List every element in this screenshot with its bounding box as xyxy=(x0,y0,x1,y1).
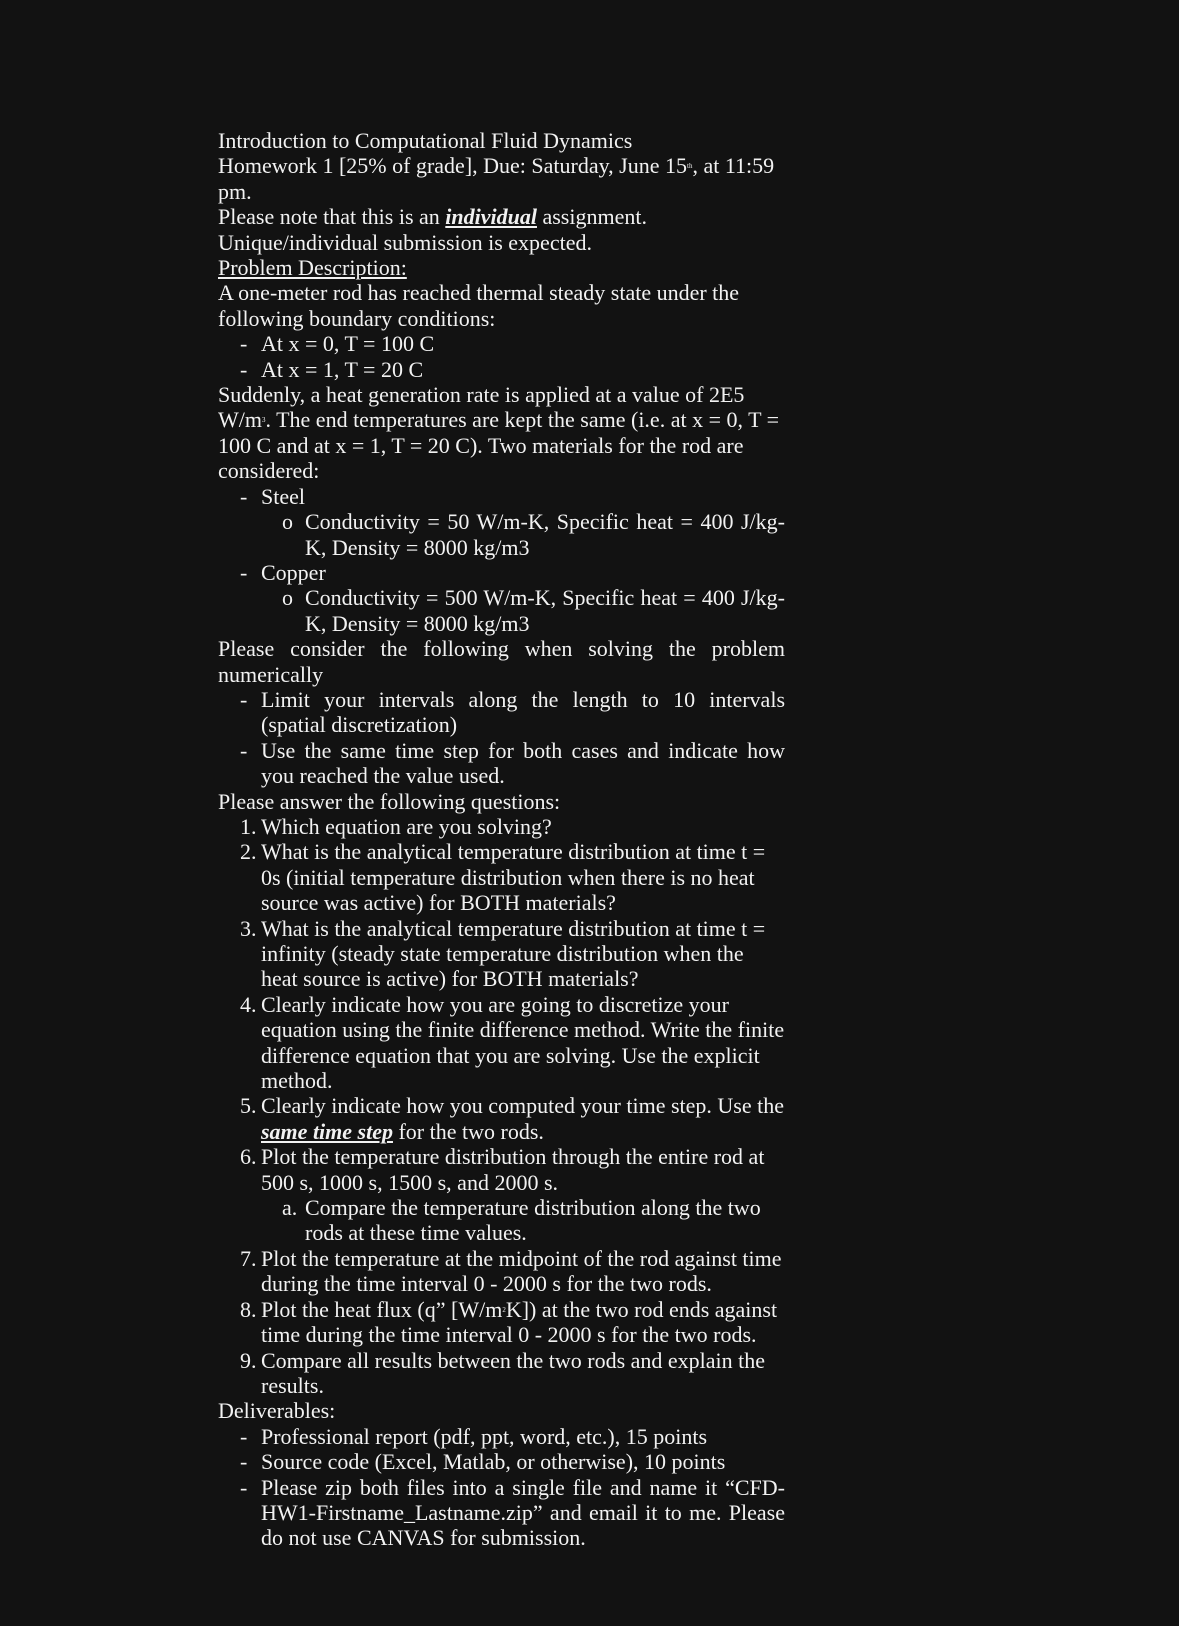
number-marker: 9. xyxy=(240,1347,257,1373)
questions-intro: Please answer the following questions: xyxy=(218,788,561,814)
material-name: Steel xyxy=(261,483,305,509)
due-superscript: th xyxy=(687,162,693,171)
dash-marker: - xyxy=(240,737,248,763)
number-marker: 4. xyxy=(240,991,257,1017)
cubed-superscript: 3 xyxy=(262,416,266,425)
number-marker: 3. xyxy=(240,915,257,941)
question-text: Compare all results between the two rods and explain the results. xyxy=(261,1347,766,1398)
circle-bullet-icon: o xyxy=(282,509,293,535)
material-props xyxy=(218,585,785,636)
deliverable-text: Please zip both files into a single file and name it “CFD-HW1-Firstname_Lastname.zip” and email it to me. Please do not use CANVAS for submission. xyxy=(261,1474,785,1551)
question-item xyxy=(218,1348,785,1399)
material-props-text: Conductivity = 50 W/m-K, Specific heat = 400 J/kg-K, Density = 8000 kg/m3 xyxy=(305,509,785,560)
letter-marker: a. xyxy=(282,1195,298,1221)
deliverable-item xyxy=(218,1449,785,1474)
material-item xyxy=(218,560,785,585)
sudden-post: . The end temperatures are kept the same (i.e. at x = 0, T = 100 C and at x = 1, T = 20 C). Two materials for the rod are considered: xyxy=(218,407,780,484)
question-text-end: for the two rods. xyxy=(392,1118,544,1144)
question-text: Clearly indicate how you are going to discretize your equation using the finite difference method. Write the finite difference equation that you are solving. Use the explicit method. xyxy=(261,991,785,1094)
consider-intro: Please consider the following when solving the problem xyxy=(218,636,785,662)
sub-question-text: Compare the temperature distribution along the two rods at these time values. xyxy=(305,1195,761,1246)
consider-text: Limit your intervals along the length to 10 intervals (spatial discretization) xyxy=(261,686,785,738)
deliverables-heading: Deliverables: xyxy=(218,1398,336,1424)
question-text: Plot the heat flux (q” [W/m xyxy=(261,1296,503,1322)
number-marker: 8. xyxy=(240,1296,257,1322)
question-item xyxy=(218,1246,785,1297)
due-pm: pm. xyxy=(218,178,252,204)
course-title: Introduction to Computational Fluid Dynamics xyxy=(218,128,633,153)
bc-item xyxy=(218,331,785,356)
squared-superscript: 2 xyxy=(502,1305,506,1314)
question-item xyxy=(218,1093,785,1144)
due-time: , at 11:59 xyxy=(692,153,775,179)
individual-note xyxy=(218,204,785,229)
question-text: Clearly indicate how you computed your time step. Use the xyxy=(261,1093,784,1119)
dash-marker: - xyxy=(240,483,248,509)
circle-bullet-icon: o xyxy=(282,585,293,611)
material-name: Copper xyxy=(261,559,326,585)
number-marker: 5. xyxy=(240,1093,257,1119)
deliverable-text: Professional report (pdf, ppt, word, etc.), 15 points xyxy=(261,1423,708,1449)
dash-marker: - xyxy=(240,559,248,585)
note-pre: Please note that this is an xyxy=(218,204,446,230)
number-marker: 7. xyxy=(240,1245,257,1271)
dash-marker: - xyxy=(240,356,248,382)
consider-text: Use the same time step for both cases and indicate how you reached the value used. xyxy=(261,737,785,789)
question-item xyxy=(218,814,785,839)
question-item xyxy=(218,1297,785,1348)
question-item xyxy=(218,992,785,1094)
material-props-text: Conductivity = 500 W/m-K, Specific heat = 400 J/kg-K, Density = 8000 kg/m3 xyxy=(305,585,785,636)
question-text: What is the analytical temperature distribution at time t = infinity (steady state temperature distribution when the heat source is active) for BOTH materials? xyxy=(261,915,766,992)
deliverable-item xyxy=(218,1475,785,1551)
note-emphasis: individual xyxy=(445,204,537,230)
number-marker: 2. xyxy=(240,839,257,865)
unique-note: Unique/individual submission is expected. xyxy=(218,229,592,255)
due-text: Homework 1 [25% of grade], Due: Saturday, June 15 xyxy=(218,153,688,179)
question-text: What is the analytical temperature distribution at time t = 0s (initial temperature distribution when there is no heat source was active) for BOTH materials? xyxy=(261,839,766,916)
problem-intro: A one-meter rod has reached thermal steady state under the following boundary conditions: xyxy=(218,280,740,331)
number-marker: 6. xyxy=(240,1144,257,1170)
deliverable-item xyxy=(218,1424,785,1449)
material-item xyxy=(218,484,785,509)
consider-item xyxy=(218,687,785,738)
homework-document xyxy=(218,128,785,1551)
note-post: assignment. xyxy=(536,204,647,230)
question-text: Plot the temperature at the midpoint of the rod against time during the time interval 0 - 2000 s for the two rods. xyxy=(261,1245,782,1297)
question-text: Which equation are you solving? xyxy=(261,813,552,839)
dash-marker: - xyxy=(240,331,248,357)
consider-intro-end: numerically xyxy=(218,661,324,687)
consider-item xyxy=(218,738,785,789)
bc-text: At x = 0, T = 100 C xyxy=(261,331,435,357)
dash-marker: - xyxy=(240,1449,248,1475)
question-emphasis: same time step xyxy=(261,1118,393,1144)
sudden-pre: Suddenly, a heat generation rate is applied at a value of 2E5 W/m xyxy=(218,382,745,433)
question-item xyxy=(218,1144,785,1195)
dash-marker: - xyxy=(240,1474,248,1500)
question-item xyxy=(218,916,785,992)
bc-text: At x = 1, T = 20 C xyxy=(261,356,424,382)
deliverable-text: Source code (Excel, Matlab, or otherwise), 10 points xyxy=(261,1449,726,1475)
problem-heading: Problem Description: xyxy=(218,255,407,281)
dash-marker: - xyxy=(240,686,248,712)
question-text: Plot the temperature distribution through the entire rod at 500 s, 1000 s, 1500 s, and 2000 s. xyxy=(261,1144,765,1195)
question-text-end: K]) at the two rod ends against time during the time interval 0 - 2000 s for the two rods. xyxy=(261,1296,778,1348)
number-marker: 1. xyxy=(240,813,257,839)
homework-due-line xyxy=(218,153,785,178)
material-props xyxy=(218,509,785,560)
dash-marker: - xyxy=(240,1423,248,1449)
question-item xyxy=(218,839,785,915)
heat-generation-paragraph xyxy=(218,382,785,484)
bc-item xyxy=(218,357,785,382)
sub-question-item xyxy=(218,1195,785,1246)
